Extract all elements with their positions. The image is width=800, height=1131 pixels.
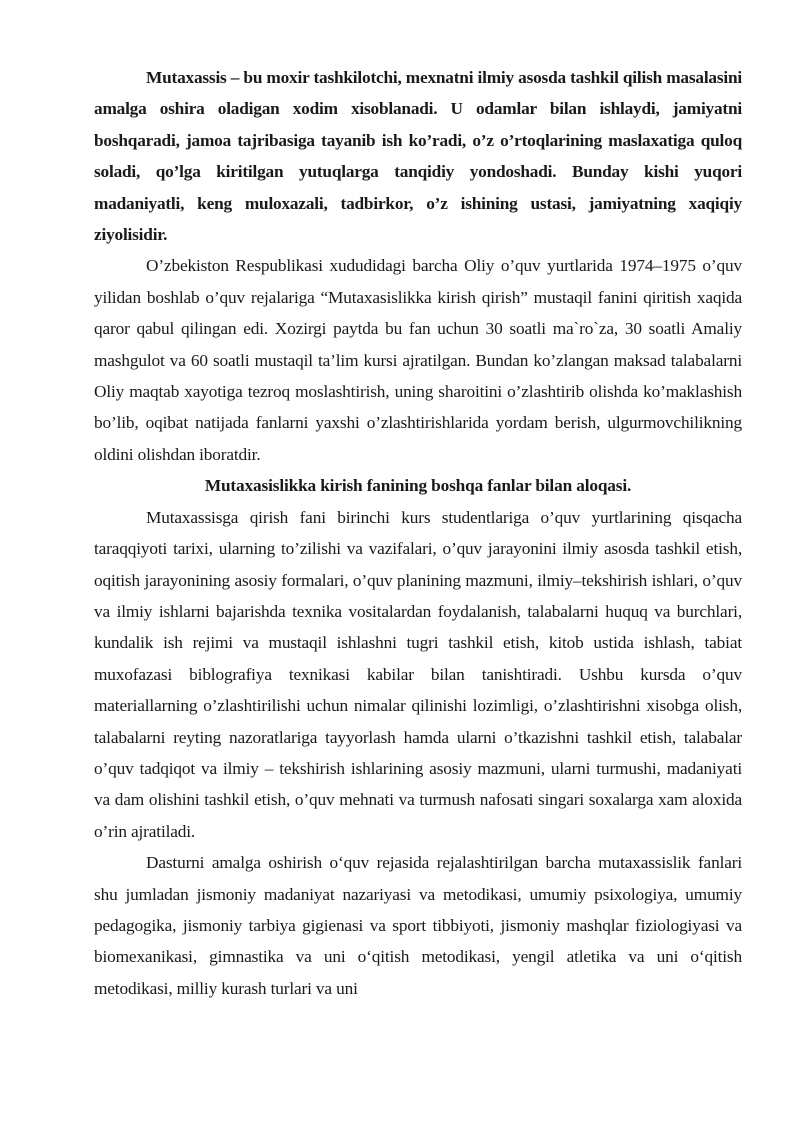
intro-bold-paragraph: Mutaxassis – bu moxir tashkilotchi, mexnatni ilmiy asosda tashkil qilish masalasini amalga oshira oladigan xodim xisoblanadi. U odamlar bilan ishlaydi, jamiyatni boshqaradi, jamoa tajribasiga tayanib ish ko’radi, o’z o’rtoqlarining maslaxatiga quloq soladi, qo’lga kiritilgan yutuqlarga tanqidiy yondoshadi. Bunday kishi yuqori madaniyatli, keng muloxazali, tadbirkor, o’z ishining ustasi, jamiyatning xaqiqiy ziyolisidir. bbox=[94, 68, 742, 245]
document-body bbox=[94, 62, 742, 1004]
paragraph-course-content: Mutaxassisga qirish fani birinchi kurs studentlariga o’quv yurtlarining qisqacha taraqqiyoti tarixi, ularning to’zilishi va vazifalari, o’quv jarayonini ilmiy asosda tashkil etish, oqitish jarayonining asosiy formalari, o’quv planining mazmuni, ilmiy–tekshirish ishlari, o’quv va ilmiy ishlarni bajarishda texnika vositalardan foydalanish, talabalarni huquq va burchlari, kundalik ish rejimi va mustaqil ishlashni tugri tashkil etish, kitob ustida ishlash, tabiat muxofazasi biblografiya texnikasi kabilar bilan tanishtiradi. Ushbu kursda o’quv materiallarning o’zlashtirilishi uchun nimalar qilinishi lozimligi, o’zlashtirishni xisobga olish, talabalarni reyting nazoratlariga tayyorlash hamda ularni o’tkazishni tashkil etish, talabalar o’quv tadqiqot va ilmiy – tekshirish ishlarining asosiy mazmuni, ularni turmushi, madaniyati va dam olishini tashkil etish, o’quv mehnati va turmush nafosati singari soxalarga xam aloxida o’rin ajratiladi. bbox=[94, 507, 742, 841]
paragraph-course-introduction: O’zbekiston Respublikasi xududidagi barcha Oliy o’quv yurtlarida 1974–1975 o’quv yilidan boshlab o’quv rejalariga “Mutaxasislikka kirish qirish” mustaqil fanini qiritish xaqida qaror qabul qilingan edi. Xozirgi paytda bu fan uchun 30 soatli ma`ro`za, 30 soatli Amaliy mashgulot va 60 soatli mustaqil ta’lim kursi ajratilgan. Bundan ko’zlangan maksad talabalarni Oliy maqtab xayotiga tezroq moslashtirish, uning sharoitini o’zlashtirib olishda ko’maklashish bo’lib, oqibat natijada fanlarni yaxshi o’zlashtirishlarida yordam berish, ulgurmovchilikning oldini olishdan iboratdir. bbox=[94, 256, 742, 464]
section-heading: Mutaxasislikka kirish fanining boshqa fanlar bilan aloqasi. bbox=[204, 476, 632, 496]
paragraph-program-implementation: Dasturni amalga oshirish o‘quv rejasida rejalashtirilgan barcha mutaxassislik fanlari shu jumladan jismoniy madaniyat nazariyasi va metodikasi, umumiy psixologiya, umumiy pedagogika, jismoniy tarbiya gigienasi va sport tibbiyoti, jismoniy mashqlar fiziologiyasi va biomexanikasi, gimnastika va uni o‘qitish metodikasi, yengil atletika va uni o‘qitish metodikasi, milliy kurash turlari va uni bbox=[94, 853, 742, 998]
